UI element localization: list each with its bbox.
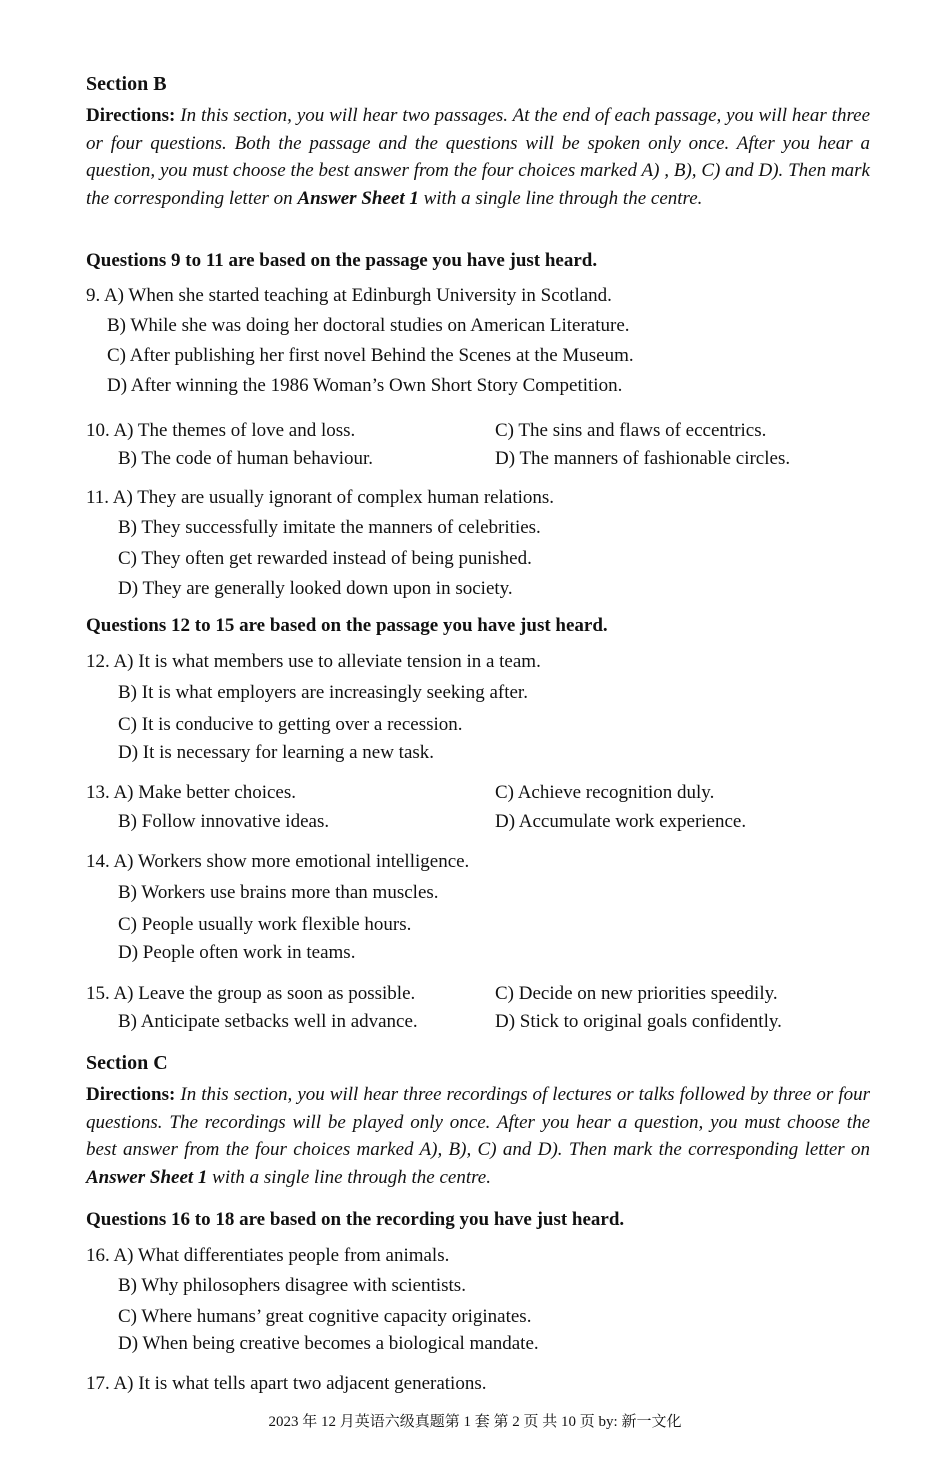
q15-option-d: D) Stick to original goals confidently.: [495, 1011, 782, 1032]
q16-option-b: B) Why philosophers disagree with scientists.: [118, 1275, 466, 1296]
q9-option-d: D) After winning the 1986 Woman’s Own Short Story Competition.: [107, 375, 623, 396]
q15-option-c: C) Decide on new priorities speedily.: [495, 983, 778, 1004]
section-c-directions: [86, 1081, 870, 1191]
q10-option-d: D) The manners of fashionable circles.: [495, 448, 791, 469]
section-c-title: Section C: [86, 1052, 168, 1074]
q16-option-d: D) When being creative becomes a biological mandate.: [118, 1333, 539, 1354]
q15-option-a: 15. A) Leave the group as soon as possible.: [86, 983, 416, 1004]
q11-option-a: 11. A) They are usually ignorant of complex human relations.: [86, 487, 555, 508]
answer-sheet-emphasis: Answer Sheet 1: [86, 1166, 208, 1188]
q13-option-d: D) Accumulate work experience.: [495, 811, 747, 832]
q11-option-c: C) They often get rewarded instead of being punished.: [118, 548, 532, 569]
q10-option-a: 10. A) The themes of love and loss.: [86, 420, 356, 441]
q12-option-b: B) It is what employers are increasingly seeking after.: [118, 682, 528, 703]
q12-option-d: D) It is necessary for learning a new task.: [118, 742, 435, 763]
page-footer: 2023 年 12 月英语六级真题第 1 套 第 2 页 共 10 页 by: 新一文化: [268, 1414, 682, 1430]
q9-option-a: 9. A) When she started teaching at Edinburgh University in Scotland.: [86, 285, 612, 306]
q14-option-a: 14. A) Workers show more emotional intelligence.: [86, 851, 470, 872]
q13-option-b: B) Follow innovative ideas.: [118, 811, 330, 832]
q10-option-c: C) The sins and flaws of eccentrics.: [495, 420, 767, 441]
directions-label: Directions:: [86, 105, 176, 126]
q12-option-a: 12. A) It is what members use to alleviate tension in a team.: [86, 651, 541, 672]
directions-text: In this section, you will hear two passages. At the end of each passage, you will hear three or four questions. Both the passage and the questions will be spoken only once. After you hear a question, you must choose the best answer from the four choices marked A) , B), C) and D). Then mark the corresponding letter on: [86, 105, 870, 209]
q15-option-b: B) Anticipate setbacks well in advance.: [118, 1011, 418, 1032]
answer-sheet-emphasis: Answer Sheet 1: [297, 187, 419, 209]
q12-option-c: C) It is conducive to getting over a recession.: [118, 714, 463, 735]
q11-option-b: B) They successfully imitate the manners of celebrities.: [118, 517, 541, 538]
q13-option-a: 13. A) Make better choices.: [86, 782, 296, 803]
q13-option-c: C) Achieve recognition duly.: [495, 782, 715, 803]
q9-option-b: B) While she was doing her doctoral studies on American Literature.: [107, 315, 630, 336]
q16-option-a: 16. A) What differentiates people from animals.: [86, 1245, 450, 1266]
section-b-directions: [86, 102, 870, 212]
q9-option-c: C) After publishing her first novel Behind the Scenes at the Museum.: [107, 345, 634, 366]
questions-12-15-header: Questions 12 to 15 are based on the passage you have just heard.: [86, 615, 608, 636]
directions-label: Directions:: [86, 1084, 176, 1105]
questions-9-11-header: Questions 9 to 11 are based on the passage you have just heard.: [86, 250, 598, 271]
directions-text-end: with a single line through the centre.: [207, 1166, 491, 1188]
directions-text-end: with a single line through the centre.: [418, 187, 703, 209]
questions-16-18-header: Questions 16 to 18 are based on the recording you have just heard.: [86, 1209, 625, 1230]
section-b-title: Section B: [86, 73, 167, 95]
q14-option-d: D) People often work in teams.: [118, 942, 356, 963]
q17-option-a: 17. A) It is what tells apart two adjacent generations.: [86, 1373, 487, 1394]
q10-option-b: B) The code of human behaviour.: [118, 448, 374, 469]
q14-option-b: B) Workers use brains more than muscles.: [118, 882, 439, 903]
directions-text: In this section, you will hear three recordings of lectures or talks followed by three or four questions. The recordings will be played only once. After you hear a question, you must choose the best answer from the four choices marked A), B), C) and D). Then mark the corresponding letter on: [86, 1084, 870, 1161]
q14-option-c: C) People usually work flexible hours.: [118, 914, 412, 935]
q11-option-d: D) They are generally looked down upon in society.: [118, 578, 513, 599]
q16-option-c: C) Where humans’ great cognitive capacity originates.: [118, 1306, 532, 1327]
